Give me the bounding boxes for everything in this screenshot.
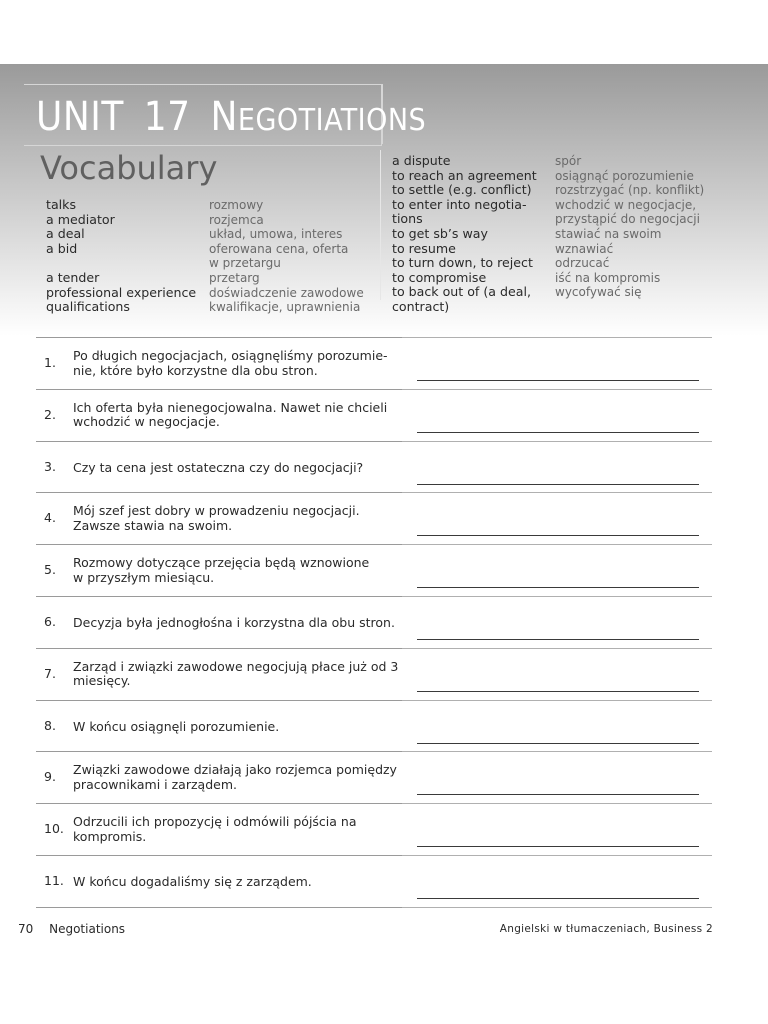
title-initial: N (210, 94, 238, 140)
row-divider (402, 492, 712, 493)
row-divider (36, 389, 402, 390)
vocabulary-right-en: to get sb’s way (392, 225, 488, 241)
exercise-number: 5. (44, 562, 56, 578)
vocabulary-right-pl: rozstrzygać (np. konflikt) (555, 183, 705, 198)
exercise-number: 11. (44, 873, 64, 888)
exercise-sentence: W końcu osiągnęli porozumienie. (73, 718, 280, 734)
row-divider (36, 907, 402, 908)
answer-line[interactable] (417, 587, 699, 588)
vocabulary-right-en: tions (392, 211, 423, 227)
answer-line[interactable] (417, 898, 699, 899)
vocabulary-right-en: to resume (392, 240, 456, 256)
vocabulary-left-pl: oferowana cena, oferta (209, 241, 349, 256)
row-divider (402, 907, 712, 908)
vocabulary-left-pl: przetarg (209, 270, 260, 285)
vocabulary-left-pl: w przetargu (209, 256, 281, 271)
answer-line[interactable] (417, 380, 699, 381)
vocabulary-right-en: to reach an agreement (392, 167, 537, 183)
exercise-number: 6. (44, 614, 56, 629)
vocabulary-right-pl: iść na kompromis (555, 270, 661, 285)
vocabulary-left-pl: układ, umowa, interes (209, 227, 343, 242)
row-divider (36, 855, 402, 856)
footer-left (18, 922, 125, 936)
exercise-sentence: W końcu dogadaliśmy się z zarządem. (73, 874, 312, 889)
vocabulary-right-en: to enter into negotia- (392, 196, 527, 212)
exercise-number: 3. (44, 458, 56, 474)
row-divider (402, 700, 712, 701)
row-divider (36, 492, 402, 493)
exercise-sentence: Zarząd i związki zawodowe negocjują płace już od 3 miesięcy. (73, 658, 399, 689)
page-number: 70 (18, 922, 34, 936)
row-divider (36, 441, 402, 442)
exercise-sentence: Mój szef jest dobry w prowadzeniu negocjacji. Zawsze stawia na swoim. (73, 503, 360, 533)
row-divider (402, 441, 712, 442)
exercise-number: 4. (44, 510, 56, 526)
answer-line[interactable] (417, 484, 699, 485)
row-divider (402, 803, 712, 804)
title-rest: EGOTIATIONS (237, 103, 427, 138)
exercise-number: 2. (44, 406, 56, 422)
vocabulary-right-pl: osiągnąć porozumienie (555, 168, 694, 183)
vocabulary-right-en: a dispute (392, 153, 451, 168)
section-heading: Vocabulary (40, 149, 218, 187)
row-divider (36, 803, 402, 804)
answer-line[interactable] (417, 846, 699, 847)
answer-line[interactable] (417, 691, 699, 692)
vocabulary-right-en: contract) (392, 298, 450, 314)
unit-label: UNIT (36, 94, 124, 140)
vocabulary-left-pl: rozmowy (209, 198, 264, 212)
vocabulary-left-pl: doświadczenie zawodowe (209, 285, 364, 300)
row-divider (402, 751, 712, 752)
vocabulary-left-pl: rozjemca (209, 212, 264, 227)
exercise-sentence: Rozmowy dotyczące przejęcia będą wznowione w przyszłym miesiącu. (73, 555, 370, 585)
vocabulary-left-en: professional experience (46, 284, 197, 300)
vocabulary-left-en: a tender (46, 269, 100, 285)
vocabulary-left-en: qualifications (46, 299, 130, 315)
row-divider (402, 337, 712, 338)
vocabulary-right-en: to settle (e.g. conflict) (392, 182, 532, 198)
exercise-sentence: Czy ta cena jest ostateczna czy do negocjacji? (73, 459, 364, 475)
exercise-sentence: Odrzucili ich propozycję i odmówili pójścia na kompromis. (73, 814, 357, 844)
vocabulary-right-en: to compromise (392, 269, 487, 285)
row-divider (36, 648, 402, 649)
exercise-sentence: Decyzja była jednogłośna i korzystna dla obu stron. (73, 615, 395, 630)
exercise-number: 10. (44, 821, 64, 837)
answer-line[interactable] (417, 432, 699, 433)
exercise-sentence: Ich oferta była nienegocjowalna. Nawet nie chcieli wchodzić w negocjacje. (73, 399, 388, 430)
exercise-number: 8. (44, 717, 56, 733)
row-divider (402, 389, 712, 390)
vocabulary-left-en: a bid (46, 240, 78, 256)
vocabulary-right-pl: wycofywać się (555, 285, 642, 300)
row-divider (36, 337, 402, 338)
answer-line[interactable] (417, 639, 699, 640)
footer-section: Negotiations (49, 922, 126, 936)
exercise-number: 7. (44, 665, 56, 681)
unit-number: 17 (143, 94, 191, 140)
row-divider (402, 544, 712, 545)
vocabulary-left-en: talks (46, 197, 77, 212)
row-divider (36, 544, 402, 545)
answer-line[interactable] (417, 535, 699, 536)
answer-line[interactable] (417, 794, 699, 795)
answer-line[interactable] (417, 743, 699, 744)
row-divider (402, 855, 712, 856)
vocabulary-right-pl: stawiać na swoim (555, 226, 662, 241)
row-divider (402, 596, 712, 597)
vocabulary-right-pl: spór (555, 154, 582, 168)
exercise-sentence: Po długich negocjacjach, osiągnęliśmy porozumie- nie, które było korzystne dla obu stron. (73, 348, 388, 378)
vocabulary-left-en: a mediator (46, 211, 115, 227)
vocabulary-right-pl: przystąpić do negocjacji (555, 212, 700, 227)
vocabulary-left-pl: kwalifikacje, uprawnienia (209, 300, 361, 315)
vocabulary-left-en: a deal (46, 226, 85, 242)
exercise-number: 1. (44, 355, 56, 370)
vocabulary-right-pl: odrzucać (555, 256, 610, 271)
row-divider (36, 700, 402, 701)
vocabulary-right-pl: wznawiać (555, 241, 614, 256)
footer-book-title: Angielski w tłumaczeniach, Business 2 (499, 923, 713, 935)
row-divider (36, 596, 402, 597)
vocabulary-right-pl: wchodzić w negocjacje, (555, 197, 697, 212)
vocabulary-right-en: to back out of (a deal, (392, 284, 531, 300)
row-divider (402, 648, 712, 649)
exercise-sentence: Związki zawodowe działają jako rozjemca pomiędzy pracownikami i zarządem. (73, 762, 397, 792)
row-divider (36, 751, 402, 752)
vocabulary-right-en: to turn down, to reject (392, 255, 533, 271)
exercise-number: 9. (44, 769, 56, 785)
